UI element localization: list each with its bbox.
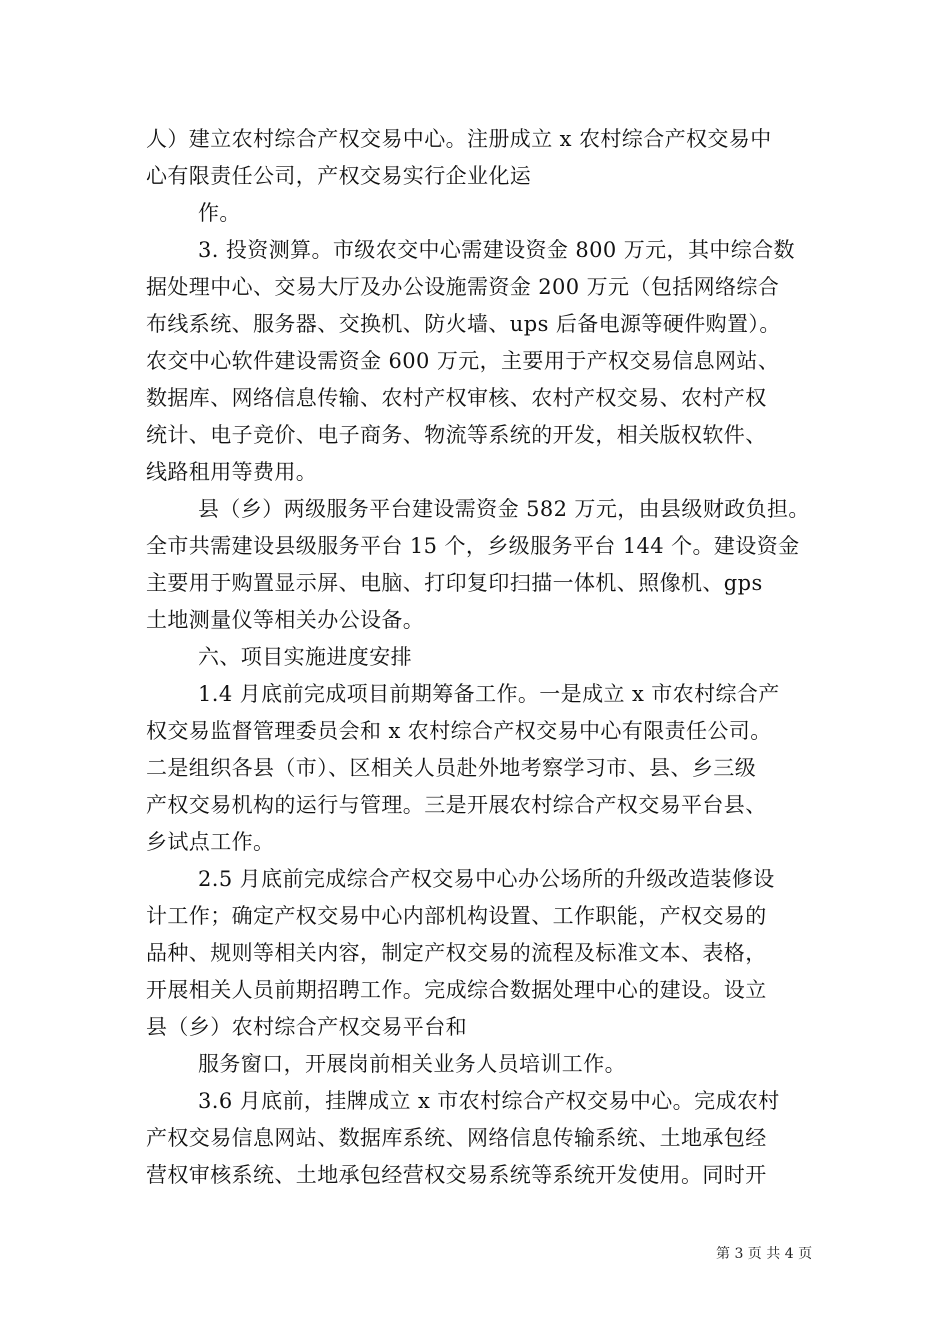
page-number: 第 3 页 共 4 页 <box>716 1246 813 1262</box>
text-line: 心有限责任公司，产权交易实行企业化运 <box>146 164 532 188</box>
text-line: 人）建立农村综合产权交易中心。注册成立 x 农村综合产权交易中 <box>146 127 772 151</box>
text-line: 数据库、网络信息传输、农村产权审核、农村产权交易、农村产权 <box>146 386 767 410</box>
text-line: 农交中心软件建设需资金 600 万元，主要用于产权交易信息网站、 <box>146 349 780 373</box>
text-line: 服务窗口，开展岗前相关业务人员培训工作。 <box>198 1052 626 1076</box>
text-line: 权交易监督管理委员会和 x 农村综合产权交易中心有限责任公司。 <box>146 719 772 743</box>
text-line: 乡试点工作。 <box>146 830 275 854</box>
text-line: 布线系统、服务器、交换机、防火墙、ups 后备电源等硬件购置）。 <box>146 312 781 336</box>
text-line: 2.5 月底前完成综合产权交易中心办公场所的升级改造装修设 <box>198 867 775 891</box>
text-line: 县（乡）两级服务平台建设需资金 582 万元，由县级财政负担。 <box>198 497 810 521</box>
text-line: 开展相关人员前期招聘工作。完成综合数据处理中心的建设。设立 <box>146 978 767 1002</box>
text-line: 营权审核系统、土地承包经营权交易系统等系统开发使用。同时开 <box>146 1163 767 1187</box>
text-line: 县（乡）农村综合产权交易平台和 <box>146 1015 467 1039</box>
text-line: 计工作；确定产权交易中心内部机构设置、工作职能，产权交易的 <box>146 904 767 928</box>
text-line: 产权交易机构的运行与管理。三是开展农村综合产权交易平台县、 <box>146 793 767 817</box>
text-line: 全市共需建设县级服务平台 15 个，乡级服务平台 144 个。建设资金 <box>146 534 800 558</box>
text-line: 作。 <box>198 201 241 225</box>
text-line: 1.4 月底前完成项目前期筹备工作。一是成立 x 市农村综合产 <box>198 682 780 706</box>
text-line: 3.6 月底前，挂牌成立 x 市农村综合产权交易中心。完成农村 <box>198 1089 780 1113</box>
text-line: 3. 投资测算。市级农交中心需建设资金 800 万元，其中综合数 <box>198 238 795 262</box>
text-line: 品种、规则等相关内容，制定产权交易的流程及标准文本、表格， <box>146 941 767 965</box>
text-line: 主要用于购置显示屏、电脑、打印复印扫描一体机、照像机、gps <box>146 571 763 595</box>
text-line: 统计、电子竞价、电子商务、物流等系统的开发，相关版权软件、 <box>146 423 767 447</box>
text-line: 产权交易信息网站、数据库系统、网络信息传输系统、土地承包经 <box>146 1126 767 1150</box>
text-line: 据处理中心、交易大厅及办公设施需资金 200 万元（包括网络综合 <box>146 275 780 299</box>
text-line: 线路租用等费用。 <box>146 460 318 484</box>
text-line: 二是组织各县（市）、区相关人员赴外地考察学习市、县、乡三级 <box>146 756 757 780</box>
section-heading: 六、项目实施进度安排 <box>198 645 412 669</box>
text-line: 土地测量仪等相关办公设备。 <box>146 608 425 632</box>
